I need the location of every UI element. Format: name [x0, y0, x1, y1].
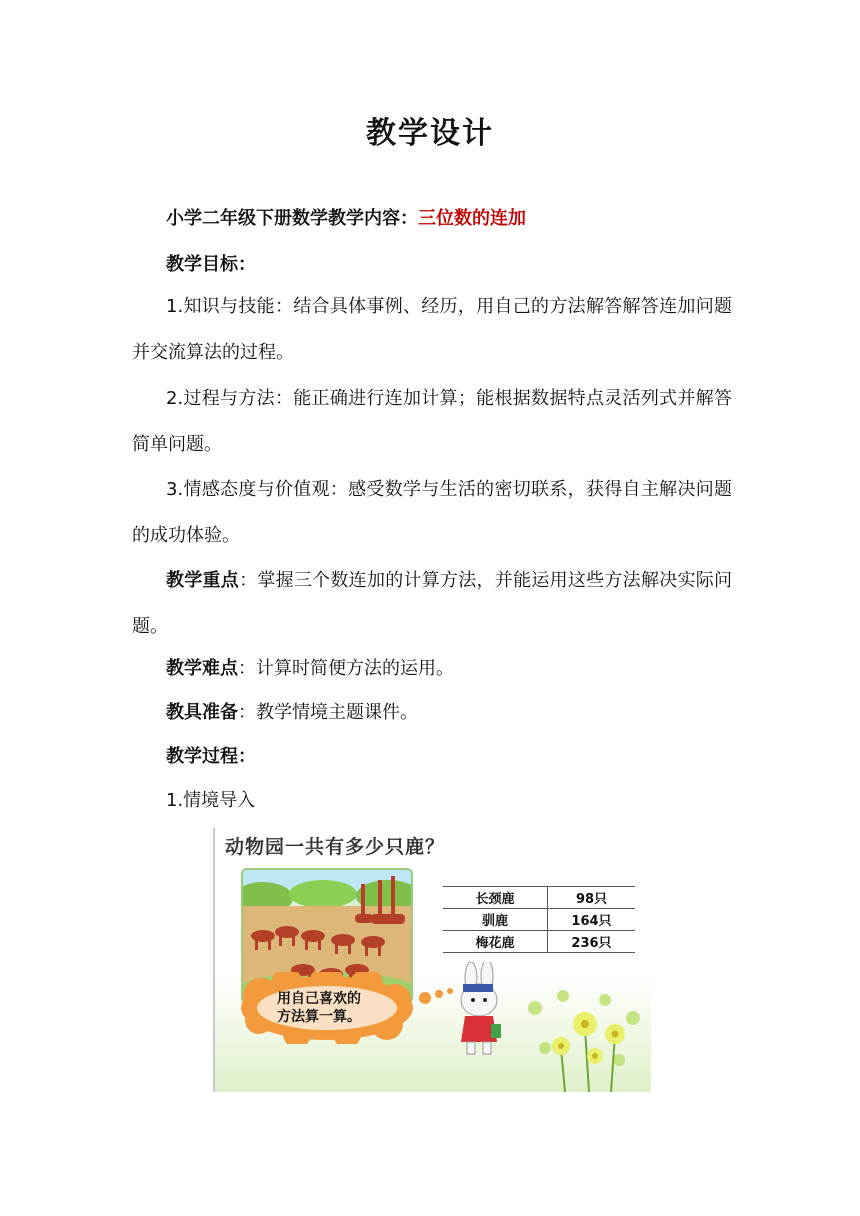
process-heading: 教学过程：	[166, 746, 256, 767]
teaching-tools	[132, 690, 732, 736]
bubble-text: 用自己喜欢的 方法算一算。	[277, 991, 361, 1025]
document-title: 教学设计	[366, 116, 494, 151]
content-line	[132, 196, 732, 242]
teaching-difficulty	[132, 646, 732, 692]
objectives-heading: 教学目标：	[166, 254, 256, 275]
step-1: 1.情境导入	[166, 790, 256, 811]
table-row: 驯鹿 164只	[443, 909, 635, 931]
key-text: ：掌握三个数连加的计算方法，并能运用这些方法解决实际问题。	[132, 570, 733, 637]
flowers-decoration-icon	[515, 978, 651, 1092]
table-row: 梅花鹿 236只	[443, 931, 635, 953]
rabbit-character-icon	[447, 962, 511, 1058]
objective-3: 3.情感态度与价值观：感受数学与生活的密切联系，获得自主解决问题的成功体验。	[132, 479, 732, 546]
zoo-deer-illustration	[213, 828, 651, 1092]
content-value: 三位数的连加	[418, 208, 526, 229]
content-label: 小学二年级下册数学教学内容：	[166, 208, 418, 229]
key-label: 教学重点	[166, 570, 240, 591]
difficulty-text: ：计算时简便方法的运用。	[238, 658, 454, 679]
tools-text: ：教学情境主题课件。	[238, 702, 418, 723]
illustration-heading: 动物园一共有多少只鹿？	[225, 836, 446, 858]
tools-label: 教具准备	[166, 702, 238, 723]
table-row: 长颈鹿 98只	[443, 887, 635, 909]
objective-2: 2.过程与方法：能正确进行连加计算；能根据数据特点灵活列式并解答简单问题。	[132, 388, 732, 455]
teaching-key-point	[132, 558, 732, 650]
objective-1: 1.知识与技能：结合具体事例、经历，用自己的方法解答解答连加问题并交流算法的过程。	[132, 296, 732, 363]
deer-count-table	[443, 886, 635, 953]
difficulty-label: 教学难点	[166, 658, 238, 679]
